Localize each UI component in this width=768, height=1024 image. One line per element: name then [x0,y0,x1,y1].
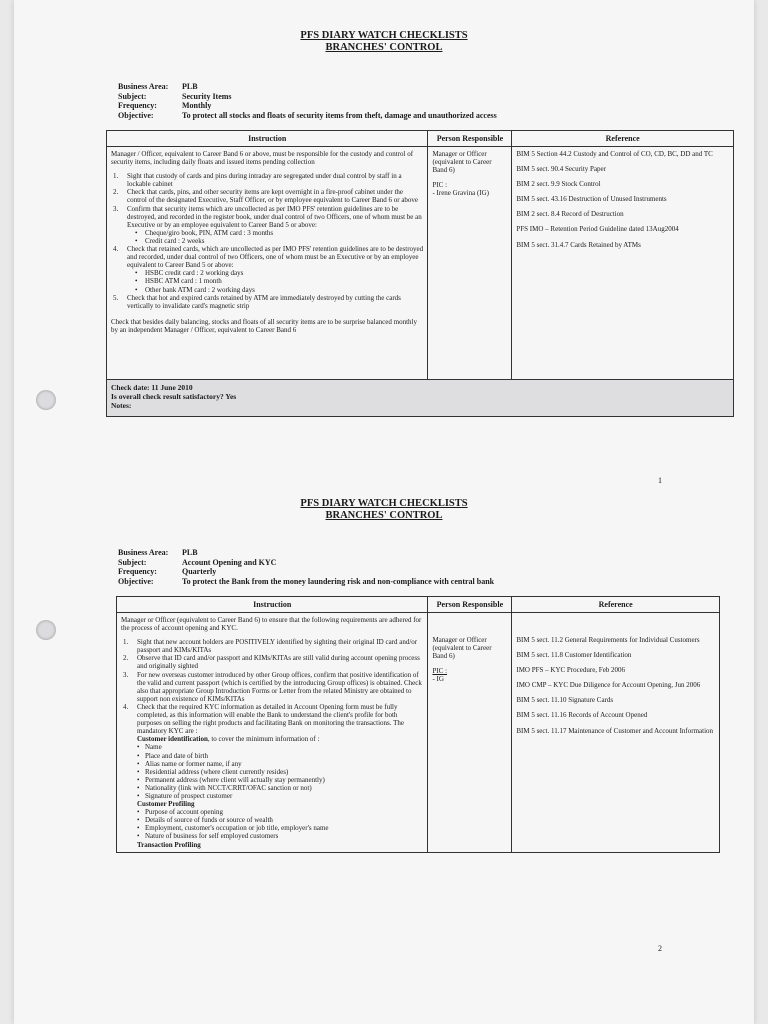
page2-title-line1: PFS DIARY WATCH CHECKLISTS [300,498,468,509]
list-item: 4. Check that the required KYC information as detailed in Account Opening form must be fully completed, as this information will enable the Bank to understand the client's profile for both purposes on selling the right products and facilitating Bank on monitoring the transactions. The mandatory KYC are : Customer identification, to cover the minimum information of : • Name • Place and date of birth • Alias name or former name, if any • Residential address (where client currently resides) • Permanent address (where client will actually stay permanently) • Nationality (link with NCCT/CRRT/OFAC sanction or not) • Signature of prospect customer Customer Profiling • Purpose of account opening • Details of source of funds or source of wealth • Employment, customer's occupation or job title, employer's name • Nature of business for self employed customers Transaction Profiling [121,703,423,849]
list-item: 1. Sight that custody of cards and pins during intraday are segregated under dual control by staff in a lockable cabinet [113,172,402,189]
reference-item: BIM 5 Section 44.2 Custody and Control of CO, CD, BC, DD and TC [516,150,713,158]
instruction-intro: Manager / Officer, equivalent to Career Band 6 or above, must be responsible for the custody and control of security items, including daily floats and issued items pending collection [111,150,414,167]
instruction-header: Instruction [107,131,428,147]
meta-row: Frequency: Monthly [118,101,212,110]
meta-row: Objective: To protect all stocks and floats of security items from theft, damage and unauthorized access [118,110,497,120]
sub-list-item: • HSBC ATM card : 1 month [135,277,423,285]
kyc-profiling-heading: Customer Profiling [137,800,195,809]
reference-item: BIM 5 sect. 43.16 Destruction of Unused Instruments [516,195,667,204]
page2-title-line2: BRANCHES' CONTROL [325,510,443,521]
reference-item: IMO PFS – KYC Procedure, Feb 2006 [516,666,626,675]
reference-item: BIM 5 sect. 11.10 Signature Cards [516,696,614,705]
table-body-row [117,613,720,853]
page2-checklist-table [116,596,720,853]
person-cell: Manager or Officer (equivalent to Career Band 6) PIC : - IG [428,613,512,853]
table-body-row [107,147,734,380]
page2-title [14,498,754,522]
list-item: • Signature of prospect customer [137,792,423,800]
list-item: • Nationality (link with NCCT/CRRT/OFAC sanction or not) [137,784,423,792]
punch-hole-top [36,390,56,410]
reference-header: Reference [512,131,734,147]
reference-item: PFS IMO – Retention Period Guideline dated 13Aug2004 [516,225,679,234]
reference-item: BIM 2 sect. 8.4 Record of Destruction [516,210,624,219]
reference-cell [512,147,734,380]
page-number: 2 [658,944,662,953]
instruction-cell [107,147,428,380]
reference-item: BIM 5 sect. 11.17 Maintenance of Customer and Account Information [516,726,714,735]
instruction-closing: Check that besides daily balancing, stocks and floats of all security items are to be surprise balanced monthly by an independent Manager / Officer, equivalent to Career Band 6 [111,317,417,334]
sub-list-item: • Cheque/giro book, PIN, ATM card : 3 months [135,229,423,237]
reference-item: IMO CMP – KYC Due Diligence for Account Opening, Jun 2006 [516,681,701,690]
reference-item: BIM 5 sect. 11.8 Customer Identification [516,651,632,660]
sub-list [127,229,423,245]
sub-list [127,269,423,293]
instruction-intro: Manager or Officer (equivalent to Career Band 6) to ensure that the following requirements are adhered for the process of account opening and KYC. [121,616,422,633]
check-footer [107,380,734,417]
page1-title-line1: PFS DIARY WATCH CHECKLISTS [300,30,468,41]
meta-row: Subject: Security Items [118,91,232,101]
reference-item: BIM 5 sect. 11.2 General Requirements for Individual Customers [516,636,700,644]
sub-list-item: • Credit card : 2 weeks [135,237,423,245]
sub-list-item: • Other bank ATM card : 2 working days [135,286,423,294]
list-item: • Place and date of birth [137,752,423,760]
page1-meta [118,82,497,120]
check-footer-row [107,380,734,417]
meta-row: Objective: To protect the Bank from the money laundering risk and non-compliance with central bank [118,576,495,586]
list-item: • Purpose of account opening [137,808,423,816]
person-header: Person Responsible [428,597,512,613]
meta-row: Subject: Account Opening and KYC [118,557,277,567]
reference-item: BIM 5 sect. 31.4.7 Cards Retained by ATMs [516,240,641,249]
instruction-list [111,172,423,310]
page-number: 1 [658,476,662,485]
list-item: 5. Check that hot and expired cards retained by ATM are immediately destroyed by cutting the cards vertically to invalidate card's magnetic strip [113,293,401,310]
kyc-transaction-heading: Transaction Profiling [137,840,201,849]
kyc-identification-heading: Customer identification, to cover the minimum information of : [137,735,320,744]
reference-cell [512,613,720,853]
instruction-header: Instruction [117,597,428,613]
check-date: Check date: 11 June 2010 [111,383,193,392]
meta-row: Business Area: PLB [118,548,198,557]
list-item: 3. Confirm that security items which are uncollected as per IMO PFS' retention guidelines are to be destroyed, and recorded in the register book, under dual control of two Officers, one of whom must be an Executive or by an employee equivalent to Career Band 5 or above: • Cheque/giro book, PIN, ATM card : 3 months • Credit card : 2 weeks [111,205,423,245]
reference-item: BIM 5 sect. 11.16 Records of Account Opened [516,711,648,720]
kyc-identification-list [137,743,423,800]
person-cell: Manager or Officer (equivalent to Career Band 6) PIC : - Irene Gravina (IG) [428,147,512,380]
punch-hole-bottom [36,620,56,640]
list-item: • Permanent address (where client will actually stay permanently) [137,776,423,784]
page1-checklist-table [106,130,734,417]
table-header-row [107,131,734,147]
list-item: 4. Check that retained cards, which are uncollected as per IMO PFS' retention guidelines are to be destroyed and recorded, under dual control of two Officers, one of whom must be an Executive or by an employee equivalent to Career Band 5 or above: • HSBC credit card : 2 working days • HSBC ATM card : 1 month • Other bank ATM card : 2 working days [111,245,423,294]
list-item: • Nature of business for self employed customers [137,832,423,840]
table-header-row [117,597,720,613]
page2-meta [118,548,494,586]
kyc-profiling-list [137,808,423,840]
instruction-cell [117,613,428,853]
page1-title-line2: BRANCHES' CONTROL [325,42,443,53]
person-header: Person Responsible [428,131,512,147]
list-item: • Employment, customer's occupation or job title, employer's name [137,824,423,832]
list-item: 2. Check that cards, pins, and other security items are kept overnight in a fire-proof cabinet under the control of the designated Executive, Staff Officer, or by employee equivalent to Career Band 6 or above [113,188,419,205]
list-item: 1. Sight that new account holders are POSITIVELY identified by sighting their original ID card and/or passport and KIMs/KITAs [123,638,418,655]
check-notes: Notes: [111,401,132,410]
meta-row: Frequency: Quarterly [118,567,217,576]
check-result: Is overall check result satisfactory? Yes [111,392,237,401]
list-item: • Residential address (where client currently resides) [137,768,423,776]
list-item: • Name [137,743,423,751]
list-item: 3. For new overseas customer introduced by other Group offices, confirm that positive identification of the valid and current passport (which is certified by the introducing Group offices) is obtained. Check also that appropriate Group Introduction Forms or Letter from the related Ministry are obtained to support non existence of KIMs/KITAs [123,670,422,703]
reference-header: Reference [512,597,720,613]
list-item: • Alias name or former name, if any [137,760,423,768]
instruction-list [121,638,423,848]
list-item: 2. Observe that ID card and/or passport and KIMs/KITAs are still valid during account opening process and originally sighted [123,654,420,671]
reference-item: BIM 5 sect. 90.4 Security Paper [516,165,606,174]
reference-item: BIM 2 sect. 9.9 Stock Control [516,180,601,189]
meta-row: Business Area: PLB [118,82,198,91]
list-item: • Details of source of funds or source of wealth [137,816,423,824]
scanned-page [14,0,754,1024]
page1-title [14,30,754,54]
sub-list-item: • HSBC credit card : 2 working days [135,269,423,277]
